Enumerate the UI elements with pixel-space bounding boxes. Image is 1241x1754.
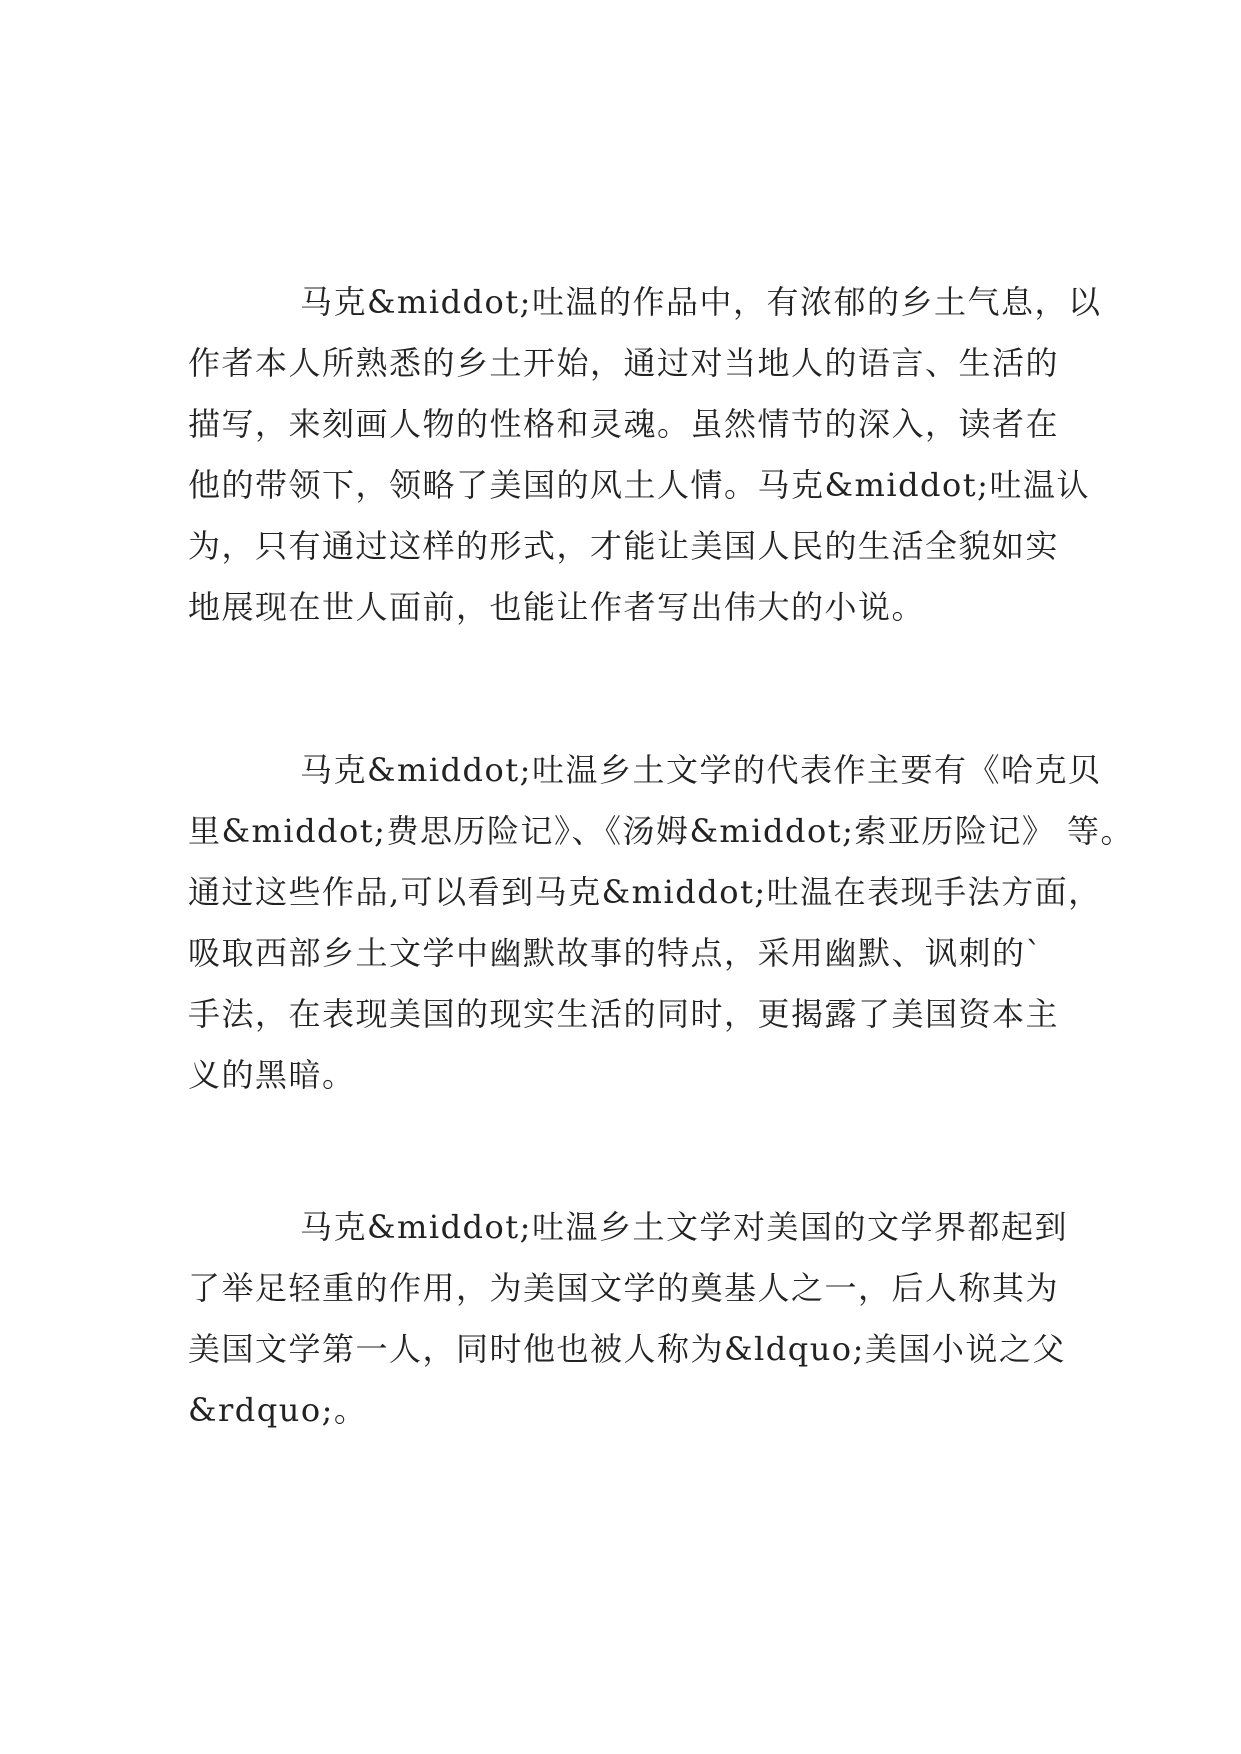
paragraph-line: 作者本人所熟悉的乡土开始，通过对当地人的语言、生活的 [188, 344, 1060, 382]
paragraph-line: 他的带领下，领略了美国的风土人情。马克&middot;吐温认 [188, 466, 1090, 504]
paragraph-2 [188, 740, 1135, 1106]
paragraph-line: 义的黑暗。 [188, 1056, 356, 1094]
paragraph-line: 马克&middot;吐温乡土文学对美国的文学界都起到 [300, 1208, 1068, 1246]
paragraph-line: 地展现在世人面前，也能让作者写出伟大的小说。 [188, 588, 926, 626]
paragraph-line: 了举足轻重的作用，为美国文学的奠基人之一，后人称其为 [188, 1269, 1060, 1307]
paragraph-line: 美国文学第一人，同时他也被人称为&ldquo;美国小说之父 [188, 1330, 1066, 1368]
paragraph-line: 为，只有通过这样的形式，才能让美国人民的生活全貌如实 [188, 527, 1060, 565]
paragraph-3 [188, 1197, 1068, 1441]
paragraph-line: 手法，在表现美国的现实生活的同时，更揭露了美国资本主 [188, 995, 1060, 1033]
paragraph-line: 通过这些作品,可以看到马克&middot;吐温在表现手法方面， [188, 873, 1102, 911]
paragraph-line: 马克&middot;吐温的作品中，有浓郁的乡土气息，以 [300, 283, 1102, 321]
paragraph-1 [188, 272, 1102, 638]
paragraph-line: 吸取西部乡土文学中幽默故事的特点，采用幽默、讽刺的` [188, 934, 1044, 972]
paragraph-line: 描写，来刻画人物的性格和灵魂。虽然情节的深入，读者在 [188, 405, 1060, 443]
paragraph-line: &rdquo;。 [188, 1391, 368, 1429]
paragraph-line: 里&middot;费思历险记》、《汤姆&middot;索亚历险记》 等。 [188, 812, 1135, 850]
paragraph-line: 马克&middot;吐温乡土文学的代表作主要有《哈克贝 [300, 751, 1102, 789]
